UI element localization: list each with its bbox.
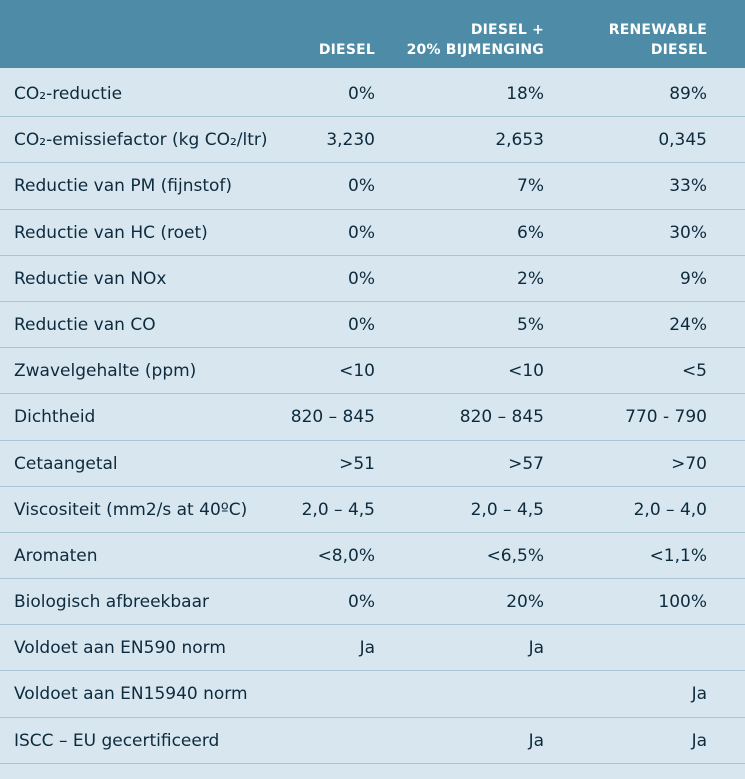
cell-blend: >57 [508,453,544,474]
cell-renewable: 770 - 790 [625,407,707,428]
cell-renewable: 9% [680,268,707,289]
cell-blend: 20% [506,592,544,613]
cell-renewable: <1,1% [649,545,707,566]
cell-blend: 7% [517,176,544,197]
table-row [0,441,745,487]
cell-blend: Ja [528,638,544,659]
table-row [0,487,745,533]
row-label: CO₂-reductie [14,84,123,104]
table-row [0,71,745,117]
cell-blend: 2,0 – 4,5 [470,499,544,520]
cell-renewable: 100% [658,592,707,613]
row-label: Aromaten [14,545,98,566]
cell-renewable: 89% [669,84,707,104]
table-header [0,0,745,68]
cell-diesel: 0% [348,268,375,289]
cell-renewable: <5 [681,361,707,382]
row-label: Reductie van PM (fijnstof) [14,176,233,197]
cell-diesel: 0% [348,592,375,613]
header-diesel: DIESEL [318,42,375,58]
row-label: Reductie van NOx [14,268,167,289]
row-label: Zwavelgehalte (ppm) [14,361,197,382]
cell-diesel: 0% [348,84,375,104]
cell-blend: Ja [528,730,544,751]
cell-diesel: 0% [348,176,375,197]
row-label: Reductie van HC (roet) [14,222,208,243]
row-label: Cetaangetal [14,453,118,474]
table-row [0,117,745,163]
cell-blend: <10 [508,361,544,382]
cell-diesel: 0% [348,314,375,335]
table-row [0,256,745,302]
cell-renewable: 24% [669,314,707,335]
cell-renewable: 30% [669,222,707,243]
cell-diesel: Ja [359,638,375,659]
cell-diesel: 0% [348,222,375,243]
cell-diesel: <10 [339,361,375,382]
cell-renewable: 33% [669,176,707,197]
cell-blend: 6% [517,222,544,243]
cell-renewable: 2,0 – 4,0 [633,499,707,520]
row-label: Voldoet aan EN590 norm [14,638,226,659]
cell-blend: <6,5% [486,545,544,566]
cell-diesel: 820 – 845 [290,407,375,428]
cell-renewable: >70 [671,453,707,474]
table-row [0,718,745,764]
table-row [0,394,745,440]
table-row [0,210,745,256]
cell-renewable: 0,345 [658,130,707,151]
cell-diesel: >51 [339,453,375,474]
table-row [0,533,745,579]
row-label: Dichtheid [14,407,96,428]
cell-blend: 2% [517,268,544,289]
header-blend: DIESEL + 20% BIJMENGING [406,22,544,58]
row-label: Voldoet aan EN15940 norm [14,684,248,705]
table-body [0,71,745,764]
table-row [0,671,745,717]
cell-renewable: Ja [691,730,707,751]
cell-renewable: Ja [691,684,707,705]
cell-blend: 18% [506,84,544,104]
cell-blend: 5% [517,314,544,335]
cell-diesel: 3,230 [326,130,375,151]
table-row [0,579,745,625]
row-label: CO₂-emissiefactor (kg CO₂/ltr) [14,130,268,151]
row-label: Biologisch afbreekbaar [14,592,209,613]
table-row [0,625,745,671]
table-row [0,163,745,209]
cell-blend: 820 – 845 [459,407,544,428]
header-renewable: RENEWABLE DIESEL [608,22,707,58]
table-row [0,348,745,394]
row-label: Viscositeit (mm2/s at 40ºC) [14,499,248,520]
cell-blend: 2,653 [495,130,544,151]
table-row [0,302,745,348]
cell-diesel: 2,0 – 4,5 [301,499,375,520]
row-label: Reductie van CO [14,314,156,335]
row-label: ISCC – EU gecertificeerd [14,730,220,751]
cell-diesel: <8,0% [317,545,375,566]
